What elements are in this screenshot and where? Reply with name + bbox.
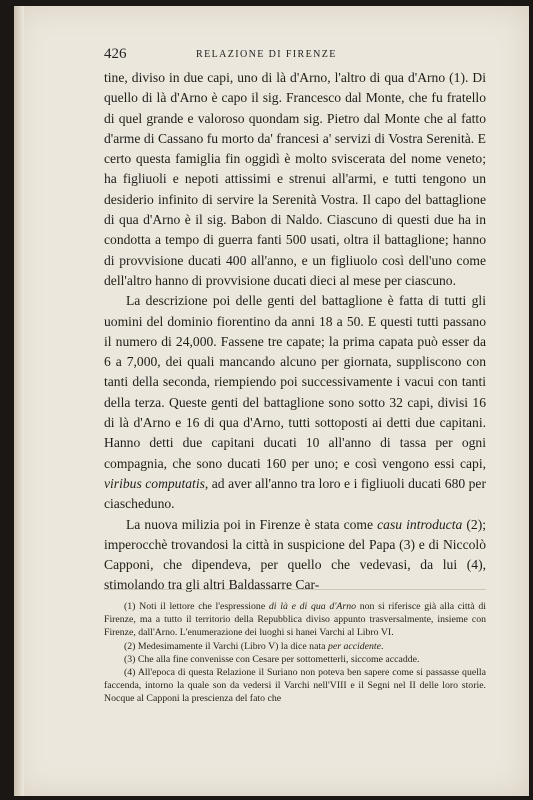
footnote-2-text-a: (2) Medesimamente il Varchi (Libro V) la dice nata bbox=[124, 640, 326, 652]
footnote-3: (3) Che alla fine convenisse con Cesare per sottometterli, siccome accadde. bbox=[124, 653, 420, 665]
footnote-1-text-b: non si riferisce già alla città di Firenze, ma a tutto il territorio della Repubblica diviso appunto trasversalmente, insieme con Firenze, dall'Arno. L'enumerazione dei luoghi si hanei Varchi al Libro VI. bbox=[104, 601, 486, 639]
footnote-1 bbox=[104, 600, 486, 640]
paragraph-2-text-b: , ad aver all'anno tra loro e i figliuoli ducati 680 per ciascheduno. bbox=[104, 475, 486, 512]
running-title: RELAZIONE DI FIRENZE bbox=[196, 49, 337, 60]
footnotes bbox=[104, 600, 486, 706]
page-gutter-shadow bbox=[14, 6, 24, 796]
paragraph-3-text-b: (2); imperocchè trovandosi la città in suspicione del Papa (3) e di Niccolò Capponi, che dipendeva, per quello che vedevasi, da lui (4), stimolando tra gli altri Baldassarre Car- bbox=[104, 516, 487, 593]
footnote-separator bbox=[104, 589, 486, 590]
paragraph-3 bbox=[104, 515, 486, 596]
footnote-4: (4) All'epoca di questa Relazione il Suriano non poteva ben sapere come si passasse quella faccenda, intorno la quale son da vedersi il Varchi nell'VIII e il Segni nel II delle loro storie. Nocque al Capponi la prescienza del fato che bbox=[104, 667, 486, 705]
paragraph-2 bbox=[104, 291, 486, 514]
page-header bbox=[104, 46, 486, 64]
footnote-2 bbox=[104, 640, 486, 653]
paragraph-2-italic: viribus computatis bbox=[104, 475, 205, 491]
paragraph-3-text-a: La nuova milizia poi in Firenze è stata come bbox=[126, 516, 374, 532]
paragraph-1: tine, diviso in due capi, uno di là d'Arno, l'altro di qua d'Arno (1). Di quello di là d'Arno è capo il sig. Francesco dal Monte, che fu fratello di quel grande e valoroso quondam sig. Pietro dal Monte che al fatto d'arme di Cassano fu morto da' francesi a' servizi di Vostra Serenità. E certo questa famiglia fin oggidì è molto sviscerata del nome veneto; ha figliuoli e nepoti attissimi e strenui all'armi, e tutti tengono un desiderio infinito di servire la Serenità Vostra. Il capo del battaglione di qua d'Arno è il sig. Babon di Naldo. Ciascuno di questi due ha in condotta a tempo di guerra fanti 500 usati, oltra il battaglione; hanno di provvisione ducati 400 all'anno, e un figliuolo così dell'uno come dell'altro hanno di provvisione ducati dieci al mese per ciascuno. bbox=[104, 70, 486, 288]
footnote-1-text-a: (1) Noti il lettore che l'espressione bbox=[124, 601, 266, 612]
footnote-2-italic: per accidente bbox=[327, 640, 381, 652]
footnote-1-italic: di là e di qua d'Arno bbox=[268, 601, 357, 612]
paragraph-2-text-a: La descrizione poi delle genti del battaglione è fatta di tutti gli uomini del dominio fiorentino da anni 18 a 50. E questi tutti passano il numero di 24,000. Fassene tre capate; la prima capata può esser da 6 a 7,000, dei quali mancando alcuno per giornata, suppliscono con tanti della seconda, riempiendo poi successivamente i vacui con tanti della terza. Queste genti del battaglione sono sotto 32 capi, divisi 16 di là d'Arno e 16 di qua d'Arno, tutti sottoposti ai detti due capitani. Hanno detti due capitani ducati 10 all'anno di tassa per ogni compagnia, che sono ducati 160 per uno; e così vengono essi capi, bbox=[104, 293, 486, 471]
footnote-2-text-b: . bbox=[381, 640, 384, 652]
page-number: 426 bbox=[104, 46, 127, 62]
main-text bbox=[104, 68, 486, 596]
paragraph-3-italic: casu introducta bbox=[377, 516, 463, 532]
